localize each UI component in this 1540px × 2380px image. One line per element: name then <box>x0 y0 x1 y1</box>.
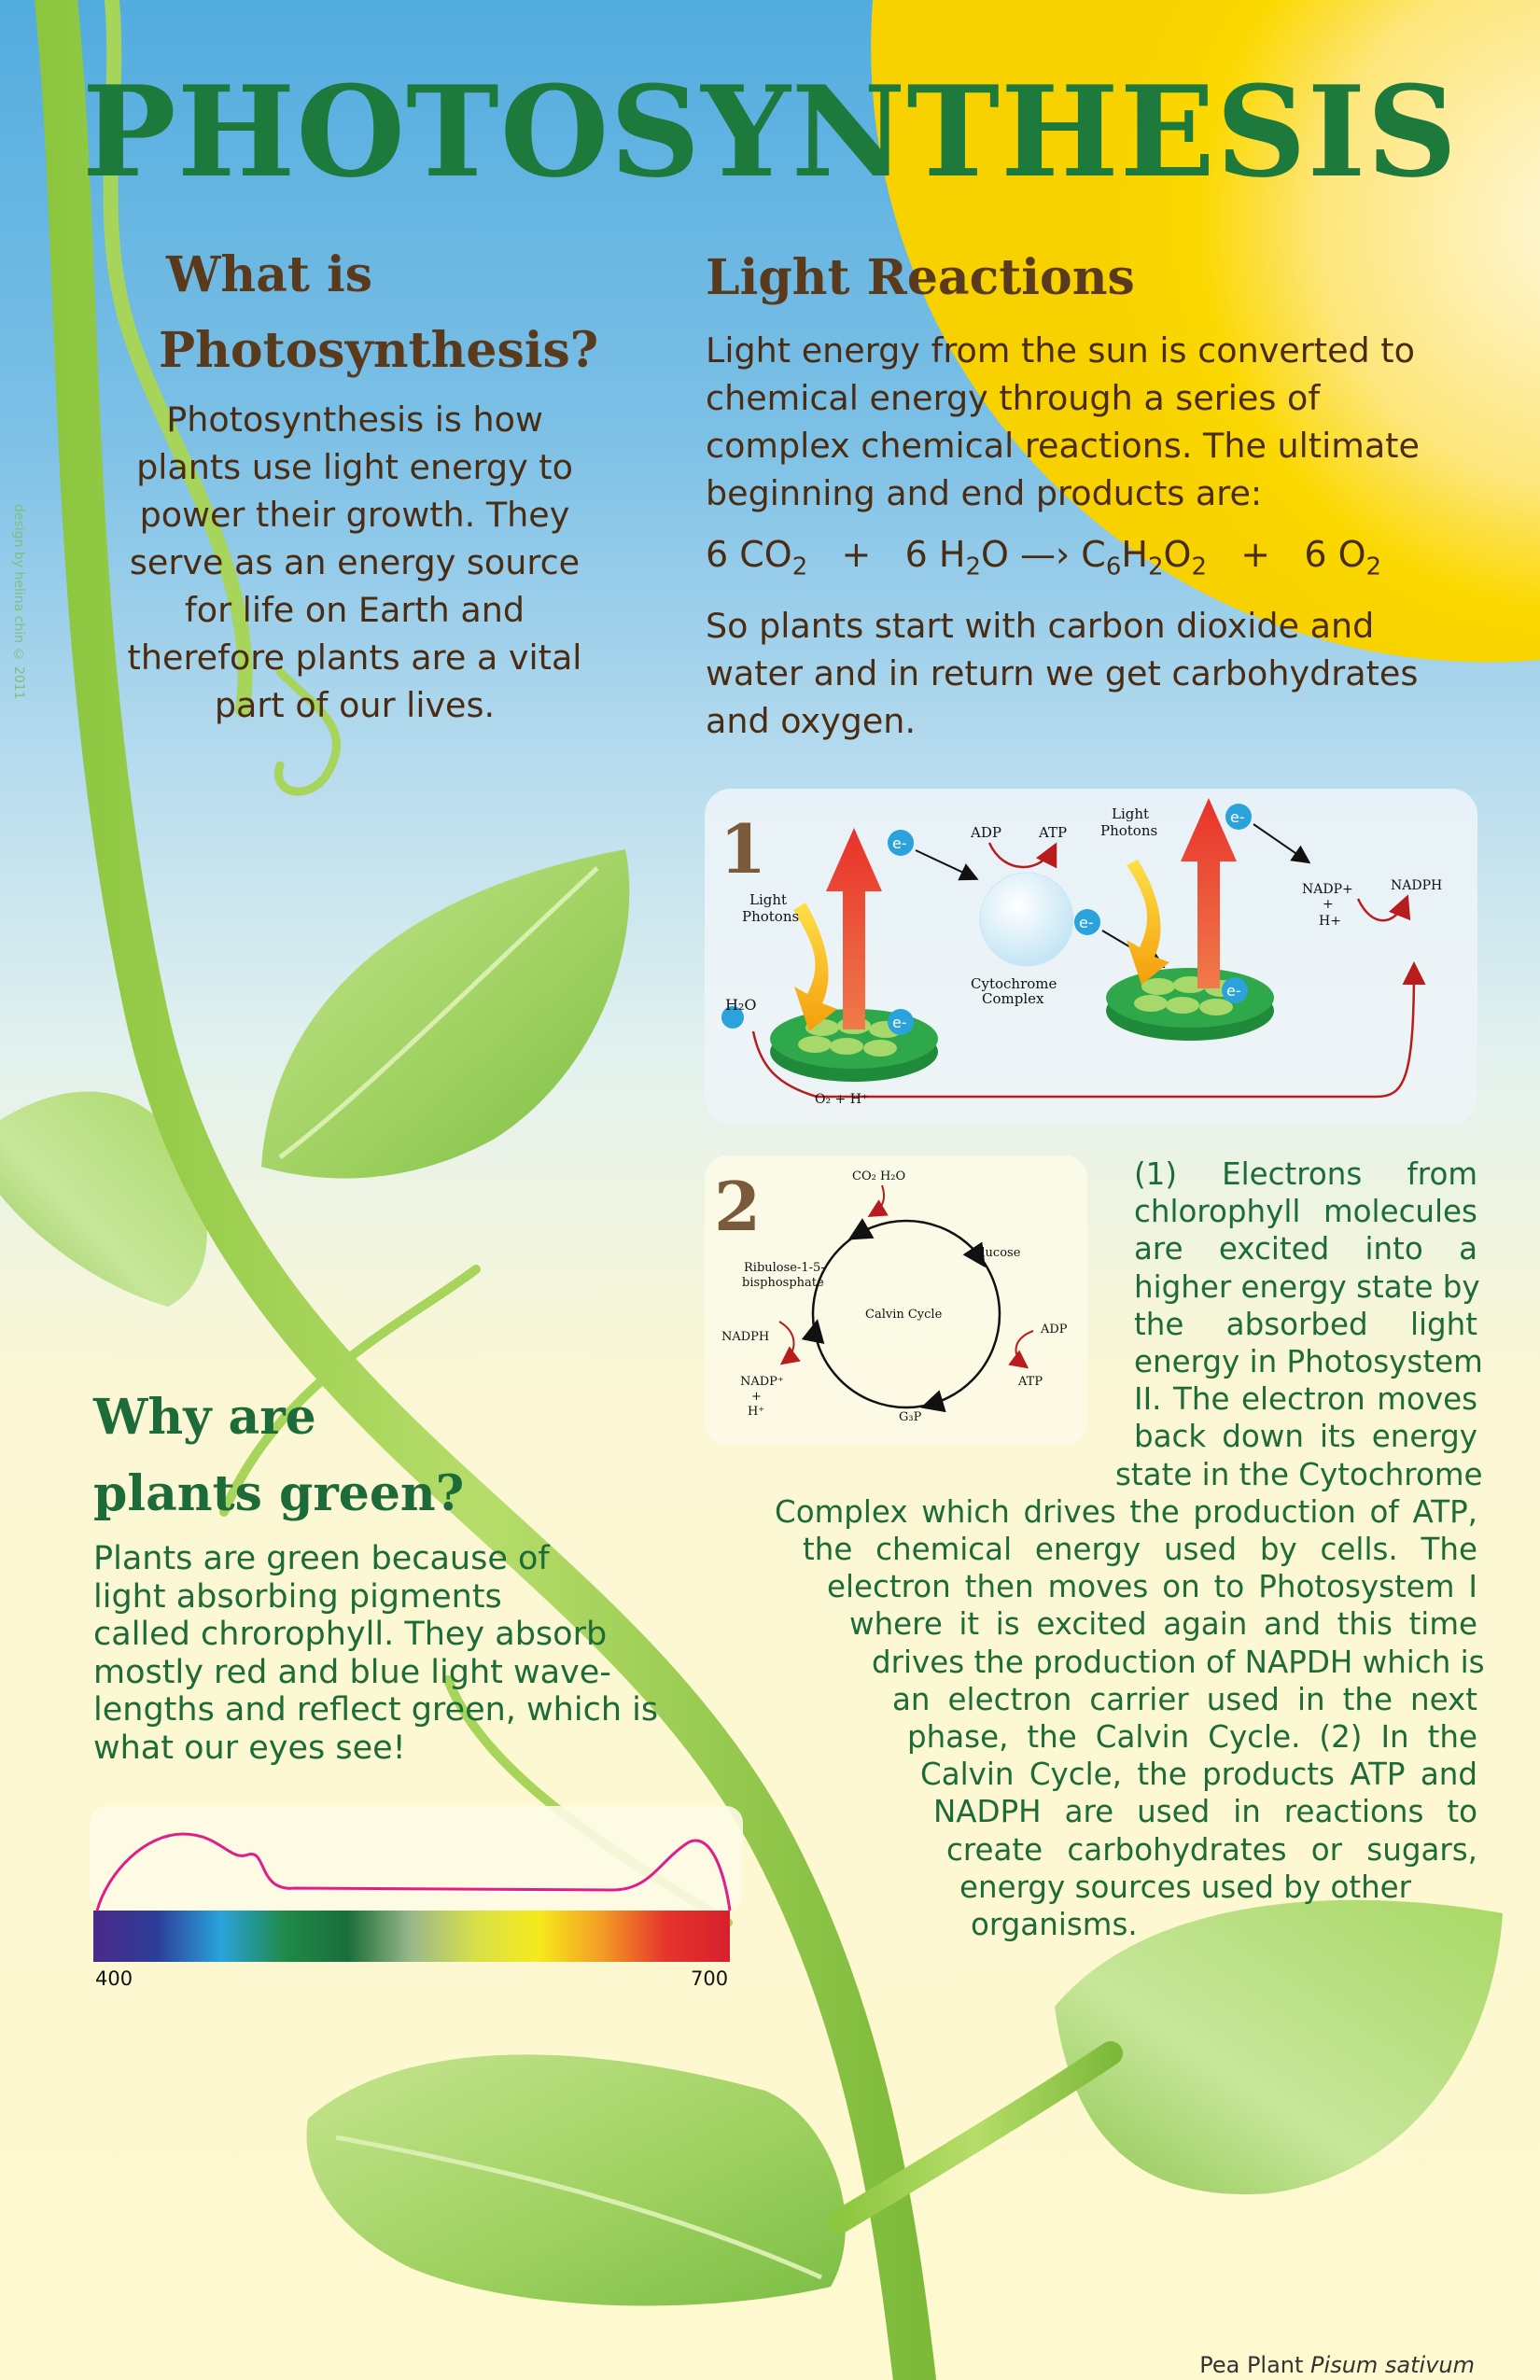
light-photons-1a: Light <box>749 891 788 908</box>
eq-o: O <box>980 534 1009 575</box>
why-green-line: Plants are green because of <box>93 1540 550 1577</box>
cytochrome-label-a: Cytochrome <box>971 975 1057 992</box>
eq-c: C <box>1081 534 1106 575</box>
what-is-line: therefore plants are a vital <box>127 637 582 678</box>
glucose-label: Glucose <box>972 1246 1021 1260</box>
o2-h-label: O₂ + H⁺ <box>815 1092 869 1107</box>
explanation-line: are excited into a <box>1134 1231 1477 1267</box>
light-reaction-diagram <box>705 789 1477 1125</box>
diagram2-number: 2 <box>714 1167 762 1246</box>
light-reactions-outro <box>706 602 1418 745</box>
explanation-line: Calvin Cycle, the products ATP and <box>920 1757 1477 1793</box>
eq-h: H <box>1121 534 1148 575</box>
eq-plus: + <box>1240 534 1271 575</box>
spectrum-max-label: 700 <box>691 1967 729 1990</box>
what-is-heading-line1: What is <box>166 246 373 303</box>
spectrum-panel <box>90 1806 743 1911</box>
explanation-line: back down its energy <box>1134 1419 1477 1455</box>
diagram1-number: 1 <box>720 809 767 889</box>
light-reactions-heading: Light Reactions <box>706 249 1135 306</box>
light-photons-2a: Light <box>1112 805 1150 822</box>
light-photons-1b: Photons <box>742 908 800 925</box>
light-reactions-line: complex chemical reactions. The ultimate <box>706 426 1420 466</box>
electron-label: e- <box>1226 982 1241 1000</box>
explanation-line: the absorbed light <box>1134 1306 1477 1342</box>
explanation-line: energy in Photosystem <box>1134 1344 1483 1380</box>
light-reactions-line: So plants start with carbon dioxide and <box>706 606 1375 646</box>
why-green-line: mostly red and blue light wave- <box>93 1653 611 1691</box>
what-is-line: for life on Earth and <box>184 590 525 630</box>
eq-arrow: —› <box>1020 534 1071 575</box>
ribulose-label-b: bisphosphate <box>742 1276 824 1290</box>
nadph-label: NADPH <box>1391 878 1443 893</box>
what-is-heading-line2: Photosynthesis? <box>159 322 599 379</box>
explanation-line: Complex which drives the production of ATP, <box>775 1493 1477 1530</box>
eq-sub: 2 <box>791 553 808 581</box>
spectrum-bar <box>93 1911 730 1962</box>
electron-label: e- <box>892 834 907 852</box>
what-is-line: plants use light energy to <box>136 447 573 487</box>
eq-h2o: 6 H <box>904 534 966 575</box>
light-reactions-line: water and in return we get carbohydrates <box>706 653 1419 693</box>
why-green-heading-line2: plants green? <box>93 1465 465 1522</box>
explanation-line: energy sources used by other <box>959 1869 1412 1905</box>
why-green-line: light absorbing pigments <box>93 1577 502 1616</box>
adp-label: ADP <box>971 824 1001 841</box>
what-is-body <box>121 396 588 729</box>
leaf-bottom-right <box>1055 1900 1503 2194</box>
explanation-line: the chemical energy used by cells. The <box>803 1532 1477 1568</box>
explanation-line: (1) Electrons from <box>1134 1156 1477 1192</box>
eq-sub: 2 <box>1147 553 1164 581</box>
atp-label: ATP <box>1039 824 1068 841</box>
explanation-line: phase, the Calvin Cycle. (2) In the <box>907 1719 1477 1756</box>
calvin-cycle-label: Calvin Cycle <box>865 1308 943 1322</box>
nadph-label: NADPH <box>721 1330 770 1344</box>
what-is-line: part of our lives. <box>214 685 496 725</box>
spectrum-min-label: 400 <box>95 1967 133 1990</box>
light-reactions-line: and oxygen. <box>706 701 917 741</box>
design-credit: design by helina chin © 2011 <box>11 504 26 700</box>
why-green-line: what our eyes see! <box>93 1729 406 1767</box>
what-is-line: serve as an energy source <box>129 542 581 582</box>
why-green-heading-line1: Why are <box>93 1389 316 1446</box>
what-is-line: power their growth. They <box>139 495 570 535</box>
h2o-label: H₂O <box>725 996 757 1014</box>
electron-label: e- <box>892 1014 907 1031</box>
cytochrome-label-b: Complex <box>982 990 1044 1007</box>
nadp-label-c: H⁺ <box>748 1405 765 1419</box>
why-green-line: lengths and reflect green, which is <box>93 1691 659 1729</box>
electron-label: e- <box>1230 808 1245 826</box>
eq-sub: 6 <box>1105 553 1122 581</box>
caption-common: Pea Plant <box>1199 2352 1304 2378</box>
why-green-line: called chrorophyll. They absorb <box>93 1616 608 1653</box>
explanation-line: an electron carrier used in the next <box>892 1681 1477 1717</box>
eq-plus: + <box>841 534 872 575</box>
absorption-spectrum <box>90 1806 743 1993</box>
light-reactions-line: beginning and end products are: <box>706 473 1263 513</box>
nadp-label: NADP+ <box>1302 882 1353 897</box>
ribulose-label-a: Ribulose-1-5- <box>744 1261 825 1275</box>
explanation-line: create carbohydrates or sugars, <box>946 1831 1477 1868</box>
nadp-h: H+ <box>1319 914 1341 929</box>
explanation-line: state in the Cytochrome <box>1115 1456 1483 1492</box>
g3p-label: G₃P <box>899 1410 922 1424</box>
leaf-bottom-left <box>306 2054 845 2305</box>
eq-o: O <box>1163 534 1192 575</box>
light-reactions-line: Light energy from the sun is converted to <box>706 330 1415 371</box>
nadp-label-b: + <box>751 1390 762 1404</box>
diagram-explanation <box>747 1155 1485 1943</box>
nadp-plus: + <box>1323 897 1334 912</box>
light-photons-2b: Photons <box>1100 822 1158 839</box>
photosynthesis-equation <box>706 534 1381 581</box>
cytochrome-complex <box>980 873 1073 966</box>
explanation-line: drives the production of NAPDH which is <box>872 1644 1485 1680</box>
explanation-line: II. The electron moves <box>1134 1381 1477 1418</box>
poster-title: PHOTOSYNTHESIS <box>81 58 1459 205</box>
adp-label: ADP <box>1041 1323 1068 1337</box>
atp-label: ATP <box>1018 1375 1043 1389</box>
explanation-line: electron then moves on to Photosystem I <box>827 1569 1477 1605</box>
co2-h2o-label: CO₂ H₂O <box>852 1169 906 1183</box>
explanation-line: where it is excited again and this time <box>849 1606 1477 1643</box>
eq-o2: 6 O <box>1304 534 1366 575</box>
explanation-line: chlorophyll molecules <box>1134 1194 1477 1230</box>
light-reactions-intro <box>706 327 1420 517</box>
eq-co2: 6 CO <box>706 534 792 575</box>
electron-label: e- <box>1079 914 1094 931</box>
what-is-line: Photosynthesis is how <box>166 399 543 440</box>
species-caption <box>1199 2352 1475 2378</box>
explanation-line: NADPH are used in reactions to <box>933 1794 1477 1830</box>
light-reactions-line: chemical energy through a series of <box>706 378 1321 418</box>
caption-latin: Pisum sativum <box>1310 2352 1475 2378</box>
eq-sub: 2 <box>965 553 981 581</box>
explanation-line: organisms. <box>971 1907 1138 1943</box>
why-green-body <box>93 1540 658 1767</box>
explanation-line: higher energy state by <box>1134 1268 1480 1305</box>
eq-sub: 2 <box>1365 553 1382 581</box>
eq-sub: 2 <box>1191 553 1207 581</box>
nadp-label-a: NADP⁺ <box>740 1375 784 1389</box>
